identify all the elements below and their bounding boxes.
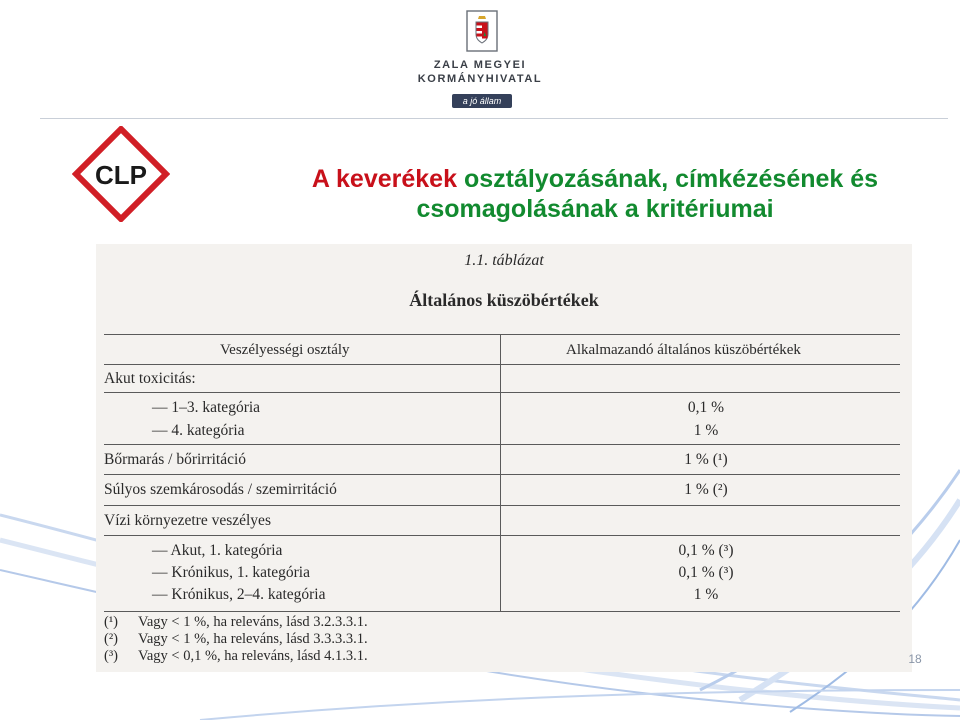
clp-logo xyxy=(72,126,170,222)
table-row-value: 0,1 % xyxy=(687,399,725,416)
title-keyword: keverékek xyxy=(336,165,457,193)
footnote-text: Vagy < 1 %, ha releváns, lásd 3.3.3.3.1. xyxy=(138,631,368,647)
table-row-value: 0,1 % (³) xyxy=(678,542,734,559)
table-footnotes xyxy=(104,614,368,665)
table-column-divider xyxy=(500,334,501,612)
table-caption: 1.1. táblázat xyxy=(464,252,544,269)
title-line1-rest: osztályozásának, címkézésének és xyxy=(463,165,879,193)
table-row-label: Súlyos szemkárosodás / szemirritáció xyxy=(104,481,337,498)
table-rule-top xyxy=(104,334,900,335)
table-row-label: Bőrmarás / bőrirritáció xyxy=(104,451,247,468)
table-row-value: 1 % (¹) xyxy=(684,451,728,468)
table-row-label: — 1–3. kategória xyxy=(152,399,261,416)
table-row-value: 1 % xyxy=(693,422,719,439)
table-row-rule xyxy=(104,392,900,393)
table-row-value: 1 % xyxy=(693,586,719,603)
title-line2: csomagolásának a kritériumai xyxy=(416,195,774,223)
slide-title xyxy=(240,164,950,224)
table-row-label: — Krónikus, 1. kategória xyxy=(152,564,310,581)
table-row-rule xyxy=(104,535,900,536)
org-name-line2: KORMÁNYHIVATAL xyxy=(417,73,543,85)
table-rule-header xyxy=(104,364,900,365)
footnote-mark: (³) xyxy=(104,648,119,664)
title-lead: A xyxy=(311,165,330,193)
table-row-label: — Akut, 1. kategória xyxy=(152,542,283,559)
header xyxy=(0,0,960,120)
header-divider xyxy=(40,118,948,119)
coat-of-arms-icon xyxy=(466,10,498,52)
column-header-hazard-class: Veszélyességi osztály xyxy=(220,342,350,358)
page-number: 18 xyxy=(908,652,922,666)
footnote-text: Vagy < 1 %, ha releváns, lásd 3.2.3.3.1. xyxy=(138,614,368,630)
footnote xyxy=(104,631,368,648)
footnote-text: Vagy < 0,1 %, ha releváns, lásd 4.1.3.1. xyxy=(138,648,368,664)
table-row-label: — Krónikus, 2–4. kategória xyxy=(152,586,326,603)
column-header-thresholds: Alkalmazandó általános küszöbértékek xyxy=(566,342,801,358)
footnote xyxy=(104,648,368,665)
footnote-mark: (²) xyxy=(104,631,119,647)
threshold-table-image xyxy=(96,244,912,672)
table-row-rule xyxy=(104,505,900,506)
footnote xyxy=(104,614,368,631)
table-rule-bottom xyxy=(104,611,900,612)
table-row-label: Akut toxicitás: xyxy=(104,370,196,387)
table-row-label: Vízi környezetre veszélyes xyxy=(104,512,271,529)
title-line1 xyxy=(240,164,950,194)
table-row-rule xyxy=(104,444,900,445)
table-heading: Általános küszöbértékek xyxy=(409,290,599,310)
org-tagline: a jó állam xyxy=(452,94,512,108)
table-row-label: — 4. kategória xyxy=(152,422,245,439)
clp-text: CLP xyxy=(95,160,147,190)
table-row-rule xyxy=(104,474,900,475)
table-row-value: 1 % (²) xyxy=(684,481,728,498)
clp-diamond-icon xyxy=(72,126,170,222)
table-row-value: 0,1 % (³) xyxy=(678,564,734,581)
org-name-line1: ZALA MEGYEI xyxy=(433,59,527,71)
footnote-mark: (¹) xyxy=(104,614,119,630)
